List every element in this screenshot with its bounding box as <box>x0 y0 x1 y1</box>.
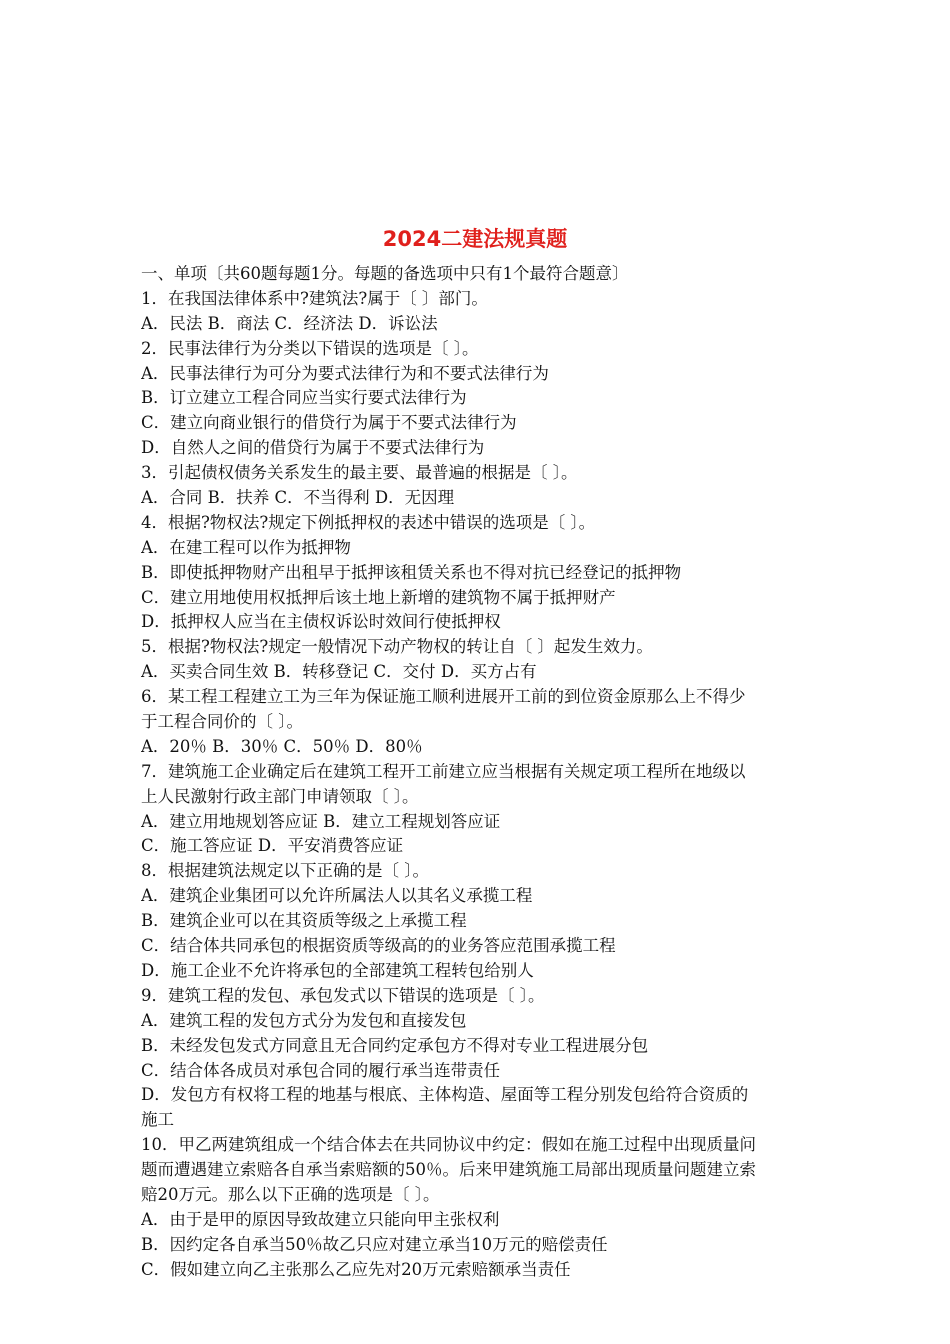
text-line: C．结合体各成员对承包合同的履行承当连带责任 <box>141 1060 501 1080</box>
text-line: D．抵押权人应当在主债权诉讼时效间行使抵押权 <box>141 612 501 632</box>
text-line: 赔20万元。那么以下正确的选项是〔 〕。 <box>141 1184 440 1204</box>
text-line: 3．引起债权债务关系发生的最主要、最普遍的根据是〔 〕。 <box>141 463 578 483</box>
text-line: 上人民激射行政主部门申请领取〔 〕。 <box>141 786 419 806</box>
document-title: 2024二建法规真题 <box>382 227 568 251</box>
text-line: A．建立用地规划答应证 B．建立工程规划答应证 <box>141 811 501 831</box>
text-line: A．建筑工程的发包方式分为发包和直接发包 <box>141 1010 467 1030</box>
text-line: 10．甲乙两建筑组成一个结合体去在共同协议中约定：假如在施工过程中出现质量问 <box>141 1135 756 1155</box>
document-body <box>141 262 861 1283</box>
text-line: D．自然人之间的借贷行为属于不要式法律行为 <box>141 438 485 458</box>
text-line: 7．建筑施工企业确定后在建筑工程开工前建立应当根据有关规定项工程所在地级以 <box>141 761 746 781</box>
text-line: A．在建工程可以作为抵押物 <box>141 537 351 557</box>
text-line: 一、单项〔共60题每题1分。每题的备选项中只有1个最符合题意〕 <box>141 264 629 283</box>
text-line: 题而遭遇建立索赔各自承当索赔额的50％。后来甲建筑施工局部出现质量问题建立索 <box>141 1160 756 1180</box>
text-line: C．建立用地使用权抵押后该土地上新增的建筑物不属于抵押财产 <box>141 587 616 607</box>
text-line: C．假如建立向乙主张那么乙应先对20万元索赔额承当责任 <box>141 1259 571 1279</box>
text-line: A．建筑企业集团可以允许所属法人以其名义承揽工程 <box>141 886 533 906</box>
text-line: D．施工企业不允许将承包的全部建筑工程转包给别人 <box>141 960 534 980</box>
text-line: A．买卖合同生效 B．转移登记 C．交付 D．买方占有 <box>141 662 537 682</box>
text-line: 8．根据建筑法规定以下正确的是〔 〕。 <box>141 861 429 881</box>
text-line: 6．某工程工程建立工为三年为保证施工顺利进展开工前的到位资金原那么上不得少 <box>141 687 746 707</box>
text-line: 施工 <box>141 1110 174 1130</box>
text-line: A．民法 B．商法 C．经济法 D．诉讼法 <box>141 313 438 333</box>
text-line: 于工程合同价的〔 〕。 <box>141 712 303 732</box>
text-line: A．合同 B．扶养 C．不当得利 D．无因理 <box>141 488 455 508</box>
text-line: B．订立建立工程合同应当实行要式法律行为 <box>141 388 467 408</box>
text-line: B．因约定各自承当50％故乙只应对建立承当10万元的赔偿责任 <box>141 1234 608 1254</box>
text-line: 2．民事法律行为分类以下错误的选项是〔 〕。 <box>141 338 479 358</box>
text-line: D．发包方有权将工程的地基与根底、主体构造、屋面等工程分别发包给符合资质的 <box>141 1085 749 1105</box>
text-line: A．民事法律行为可分为要式法律行为和不要式法律行为 <box>141 363 549 383</box>
text-line: 9．建筑工程的发包、承包发式以下错误的选项是〔 〕。 <box>141 985 545 1005</box>
text-line: C．结合体共同承包的根据资质等级高的的业务答应范围承揽工程 <box>141 936 616 956</box>
text-line: C．施工答应证 D．平安消费答应证 <box>141 836 404 856</box>
text-line: 1．在我国法律体系中?建筑法?属于〔 〕部门。 <box>141 288 488 308</box>
text-line: A．由于是甲的原因导致故建立只能向甲主张权利 <box>141 1209 500 1229</box>
text-line: B．即使抵押物财产出租早于抵押该租赁关系也不得对抗已经登记的抵押物 <box>141 562 682 582</box>
text-line: C．建立向商业银行的借贷行为属于不要式法律行为 <box>141 413 517 433</box>
text-line: A．20％ B．30％ C．50％ D．80％ <box>141 736 423 756</box>
text-line: B．未经发包发式方同意且无合同约定承包方不得对专业工程进展分包 <box>141 1035 649 1055</box>
text-line: B．建筑企业可以在其资质等级之上承揽工程 <box>141 911 467 931</box>
text-line: 4．根据?物权法?规定下例抵押权的表述中错误的选项是〔 〕。 <box>141 512 596 532</box>
text-line: 5．根据?物权法?规定一般情况下动产物权的转让自〔 〕起发生效力。 <box>141 637 653 657</box>
